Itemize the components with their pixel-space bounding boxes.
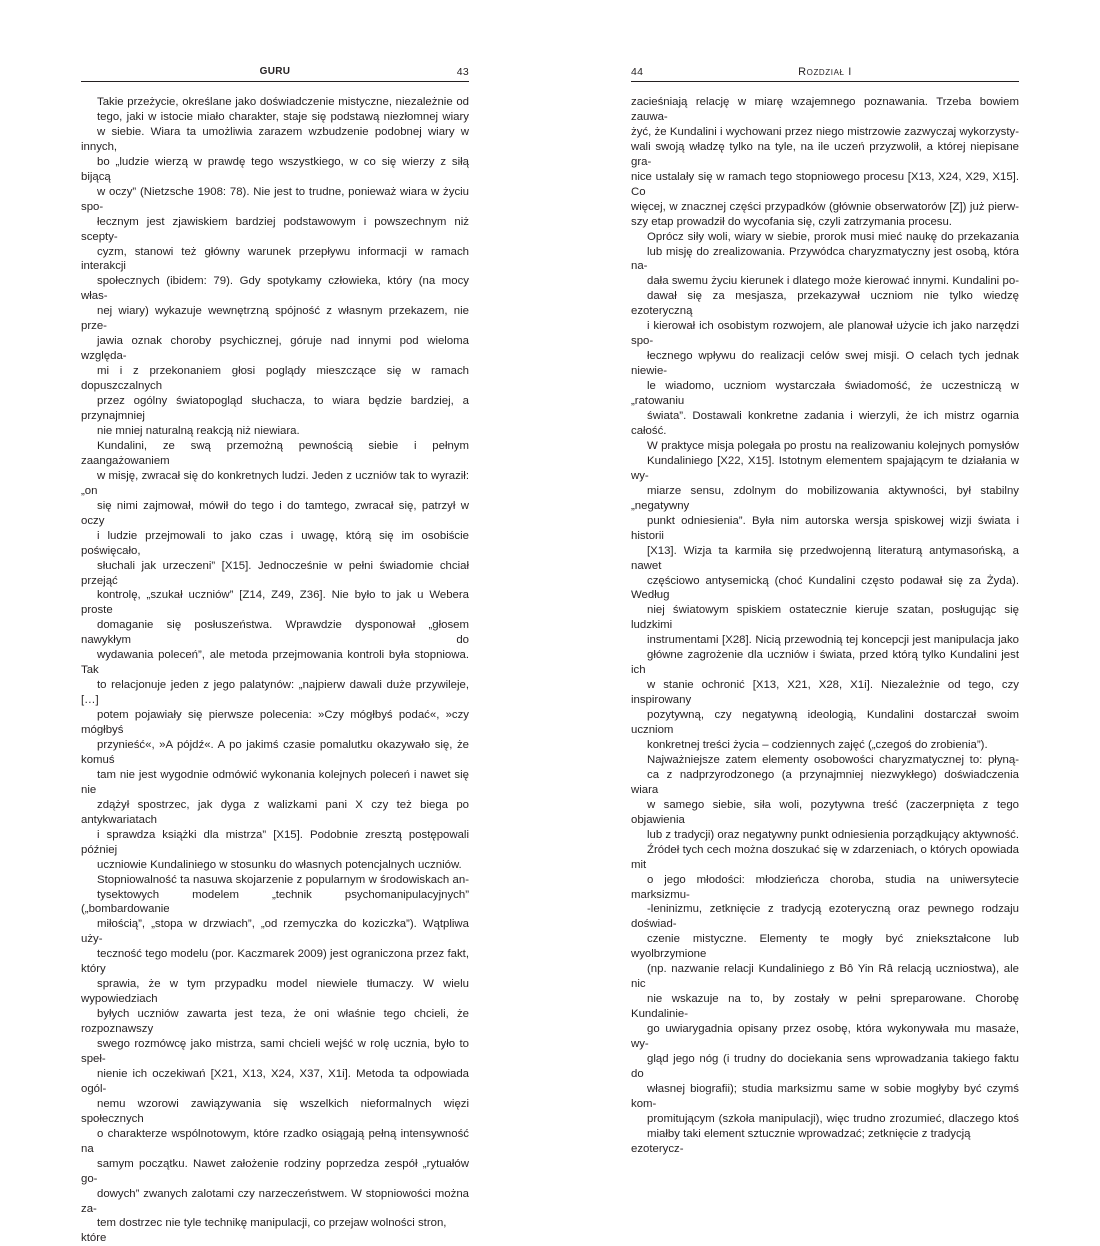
running-head: GURU bbox=[259, 66, 291, 77]
text-line: cyzm, stanowi też główny warunek przepływu informacji w ramach interakcji bbox=[81, 245, 469, 273]
text-line: punkt odniesienia”. Była nim autorska wersja spiskowej wizji świata i historii bbox=[631, 514, 1019, 542]
text-line: szy etap prowadził do wycofania się, czyli zatrzymania procesu. bbox=[631, 215, 952, 228]
paragraph bbox=[631, 230, 1019, 753]
text-line: lub misję do zrealizowania. Przywódca charyzmatyczny jest osobą, która na- bbox=[631, 245, 1019, 273]
text-line: Oprócz siły woli, wiary w siebie, prorok musi mieć naukę do przekazania bbox=[647, 230, 1019, 243]
left-page-header bbox=[81, 64, 469, 80]
text-line: miałby taki element sztucznie wprowadzać; zetknięcie z tradycją ezoterycz- bbox=[631, 1127, 971, 1155]
text-line: społecznych (ibidem: 79). Gdy spotykamy człowieka, który (na mocy włas- bbox=[81, 275, 469, 303]
page-number: 43 bbox=[456, 66, 469, 78]
text-line: ca z nadprzyrodzonego (a przynajmniej niezwykłego) doświadczenia wiara bbox=[631, 768, 1019, 796]
text-line: w stanie ochronić [X13, X21, X28, X1i]. Niezależnie od tego, czy inspirowany bbox=[631, 679, 1019, 707]
text-line: mi i z przekonaniem głosi poglądy mieszczące się w ramach dopuszczalnych bbox=[81, 365, 469, 393]
text-line: nie wskazuje na to, by zostały w pełni spreparowane. Chorobę Kundalinie- bbox=[631, 993, 1019, 1021]
text-line: tam nie jest wygodnie odmówić wykonania kolejnych poleceń i nawet się nie bbox=[81, 768, 469, 796]
text-line: o charakterze wspólnotowym, które rzadko osiągają pełną intensywność na bbox=[81, 1127, 469, 1155]
text-line: Stopniowalność ta nasuwa skojarzenie z popularnym w środowiskach an- bbox=[97, 873, 469, 886]
text-line: główne zagrożenie dla uczniów i świata, przed którą tylko Kundalini jest ich bbox=[631, 649, 1019, 677]
text-line: konkretnej treści życia – codziennych zajęć („czegoś do zrobienia”). bbox=[647, 738, 988, 751]
paragraph bbox=[631, 95, 1019, 230]
text-line: i sprawdza książki dla mistrza” [X15]. Podobnie zresztą postępowali później bbox=[81, 828, 469, 856]
text-line: sprawia, że w tym przypadku model niewiele tłumaczy. W wielu wypowiedziach bbox=[81, 978, 469, 1006]
text-line: potem pojawiały się pierwsze polecenia: »Czy mógłbyś podać«, »czy mógłbyś bbox=[81, 709, 469, 737]
text-line: w oczy” (Nietzsche 1908: 78). Nie jest to trudne, ponieważ wiara w życiu spo- bbox=[81, 185, 469, 213]
text-line: to relacjonuje jeden z jego palatynów: „najpierw dawali duże przywileje, […] bbox=[81, 679, 469, 707]
text-line: bo „ludzie wierzą w prawdę tego wszystkiego, w co się wierzy z siłą bijącą bbox=[81, 155, 469, 183]
text-line: nej wiary) wykazuje wewnętrzną spójność z własnym przekazem, nie prze- bbox=[81, 305, 469, 333]
right-page-header bbox=[631, 64, 1019, 80]
text-line: [X13]. Wizja ta karmiła się przedwojenną literaturą antymasońską, a nawet bbox=[631, 544, 1019, 572]
text-line: nienie ich oczekiwań [X21, X13, X24, X37, X1i]. Metoda ta odpowiada ogól- bbox=[81, 1067, 469, 1095]
text-line: łecznego wpływu do realizacji celów swej misji. O celach tych jednak niewie- bbox=[631, 350, 1019, 378]
text-line: własnej biografii); studia marksizmu same w sobie mogłyby być czymś kom- bbox=[631, 1082, 1019, 1110]
header-rule bbox=[81, 81, 469, 82]
text-line: domaganie się posłuszeństwa. Wprawdzie dysponował „głosem nawykłym do bbox=[81, 619, 469, 647]
text-line: nemu wzorowi zawiązywania się wszelkich nieformalnych więzi społecznych bbox=[81, 1097, 469, 1125]
text-line: go uwiarygadnia opisany przez osobę, która wykonywała mu masaże, wy- bbox=[631, 1023, 1019, 1051]
text-line: lub z tradycji) oraz negatywny punkt odniesienia porządkujący aktywność. bbox=[647, 828, 1019, 841]
text-line: więcej, w znacznej części przypadków (głównie obserwatorów [Z]) już pierw- bbox=[631, 200, 1019, 213]
text-line: zacieśniają relację w miarę wzajemnego poznawania. Trzeba bowiem zauwa- bbox=[631, 96, 1019, 123]
text-line: dawał się za mesjasza, przekazywał uczniom nie tylko wiedzę ezoteryczną bbox=[631, 290, 1019, 318]
text-line: uczniowie Kundaliniego w stosunku do własnych potencjalnych uczniów. bbox=[97, 858, 462, 871]
text-line: dała swemu życiu kierunek i dlatego może kierować innymi. Kundalini po- bbox=[647, 275, 1019, 288]
text-line: świata”. Dostawali konkretne zadania i wierzyli, że ich mistrz ogarnia całość. bbox=[631, 410, 1019, 437]
text-line: Najważniejsze zatem elementy osobowości charyzmatycznej to: płyną- bbox=[647, 753, 1019, 766]
text-line: W praktyce misja polegała po prostu na realizowaniu kolejnych pomysłów bbox=[647, 439, 1019, 452]
text-line: gląd jego nóg (i trudny do dociekania sens wprowadzania takiego faktu do bbox=[631, 1053, 1019, 1080]
text-line: nice ustalały się w ramach tego stopniowego procesu [X13, X24, X29, X15]. Co bbox=[631, 170, 1019, 198]
text-line: o jego młodości: młodzieńcza choroba, studia na uniwersytecie marksizmu- bbox=[631, 873, 1019, 901]
paragraph bbox=[81, 439, 469, 873]
text-line: promitującym (szkoła manipulacji), więc trudno zrozumieć, dlaczego ktoś bbox=[647, 1112, 1019, 1125]
text-line: jawia oznak choroby psychicznej, góruje nad innymi pod wieloma względa- bbox=[81, 335, 469, 363]
text-line: pozytywną, czy negatywną ideologią, Kundalini dostarczał swoim uczniom bbox=[631, 709, 1019, 737]
text-line: samym początku. Nawet założenie rodziny poprzedza zespół „rytuałów go- bbox=[81, 1157, 469, 1185]
header-rule bbox=[631, 81, 1019, 82]
page-number: 44 bbox=[631, 66, 644, 78]
text-line: żyć, że Kundalini i wychowani przez niego mistrzowie zazwyczaj wykorzysty- bbox=[631, 125, 1019, 138]
text-line: w samego siebie, siła woli, pozytywna treść (zaczerpnięta z tego objawienia bbox=[631, 798, 1019, 826]
text-line: czenie mistyczne. Elementy te mogły być zniekształcone lub wyolbrzymione bbox=[631, 933, 1019, 961]
text-line: kontrolę, „szukał uczniów” [Z14, Z49, Z36]. Nie było to jak u Webera proste bbox=[81, 589, 469, 617]
text-line: (np. nazwanie relacji Kundaliniego z Bô Yin Râ relacją uczniostwa), ale nic bbox=[631, 963, 1019, 991]
text-line: i kierował ich osobistym rozwojem, ale planował użycie ich jako narzędzi spo- bbox=[631, 320, 1019, 348]
text-line: miarze sensu, zdolnym do mobilizowania aktywności, był stabilny „negatywny bbox=[631, 484, 1019, 512]
text-line: się nimi zajmował, mówił do tego i do tamtego, zwracał się, patrzył w oczy bbox=[81, 499, 469, 527]
text-line: i ludzie przejmowali to jako czas i uwagę, którą się im osobiście poświęcało, bbox=[81, 529, 469, 557]
text-line: przez ogólny światopogląd słuchacza, to wiara będzie bardziej, a przynajmniej bbox=[81, 395, 469, 423]
text-line: słuchali jak urzeczeni” [X15]. Jednocześnie w pełni świadomie chciał przejąć bbox=[81, 559, 469, 587]
text-line: miłością”, „stopa w drzwiach”, „od rzemyczka do koziczka”). Wątpliwa uży- bbox=[81, 918, 469, 946]
text-line: Kundalini, ze swą przemożną pewnością siebie i pełnym zaangażowaniem bbox=[81, 439, 469, 467]
text-line: niej światowym spiskiem ostatecznie kieruje szatan, posługując się ludzkimi bbox=[631, 604, 1019, 632]
left-page-body bbox=[81, 95, 469, 1246]
paragraph bbox=[81, 95, 469, 439]
text-line: nie mniej naturalną reakcją niż niewiara. bbox=[97, 424, 300, 437]
text-line: przynieść«, »A pójdź«. A po jakimś czasie pomalutku okazywało się, że komuś bbox=[81, 738, 469, 766]
text-line: Takie przeżycie, określane jako doświadczenie mistyczne, niezależnie od bbox=[97, 96, 469, 108]
text-line: częściowo antysemicką (choć Kundalini często podawał się za Żyda). Według bbox=[631, 574, 1019, 602]
text-line: tem dostrzec nie tyle technikę manipulacji, co przejaw wolności stron, które bbox=[81, 1217, 447, 1245]
text-line: Kundaliniego [X22, X15]. Istotnym elementem spajającym te działania w wy- bbox=[631, 454, 1019, 482]
running-head: Rozdział I bbox=[798, 66, 852, 78]
text-line: le wiadomo, uczniom wystarczała świadomość, że uczestniczą w „ratowaniu bbox=[631, 380, 1019, 408]
paragraph bbox=[631, 753, 1019, 1157]
paragraph bbox=[81, 873, 469, 1246]
text-line: tysektowych modelem „technik psychomanipulacyjnych” („bombardowanie bbox=[81, 888, 469, 916]
text-line: wydawania poleceń”, ale metoda przejmowania kontroli była stopniowa. Tak bbox=[81, 649, 469, 677]
text-line: swego rozmówcę jako mistrza, sami chcieli wejść w rolę ucznia, było to speł- bbox=[81, 1038, 469, 1065]
text-line: tego, jaki w istocie miało charakter, staje się podstawą niezłomnej wiary bbox=[97, 110, 469, 123]
text-line: w misję, zwracał się do konkretnych ludzi. Jeden z uczniów tak to wyraził: „on bbox=[81, 469, 469, 497]
text-line: byłych uczniów zawarta jest teza, że oni właśnie tego chcieli, że rozpoznawszy bbox=[81, 1008, 469, 1036]
text-line: zdążył spostrzec, jak dyga z walizkami pani X czy też biega po antykwariatach bbox=[81, 798, 469, 826]
right-page-body bbox=[631, 95, 1019, 1157]
text-line: -leninizmu, zetknięcie z tradycją ezoteryczną oraz pewnego rodzaju doświad- bbox=[631, 903, 1019, 931]
text-line: dowych” zwanych zalotami czy narzeczeństwem. W stopniowości można za- bbox=[81, 1187, 469, 1215]
text-line: instrumentami [X28]. Nicią przewodnią tej koncepcji jest manipulacja jako bbox=[647, 634, 1019, 647]
text-line: łecznym jest zjawiskiem bardziej podstawowym i powszechnym niż scepty- bbox=[81, 215, 469, 243]
text-line: wali swoją władzę tylko na tyle, na ile uczeń przyzwolił, a której niepisane gra- bbox=[631, 140, 1019, 168]
text-line: teczność tego modelu (por. Kaczmarek 2009) jest ograniczona przez fakt, który bbox=[81, 948, 469, 976]
text-line: Źródeł tych cech można doszukać się w zdarzeniach, o których opowiada mit bbox=[631, 843, 1019, 871]
text-line: w siebie. Wiara ta umożliwia zarazem wzbudzenie podobnej wiary w innych, bbox=[81, 125, 469, 153]
